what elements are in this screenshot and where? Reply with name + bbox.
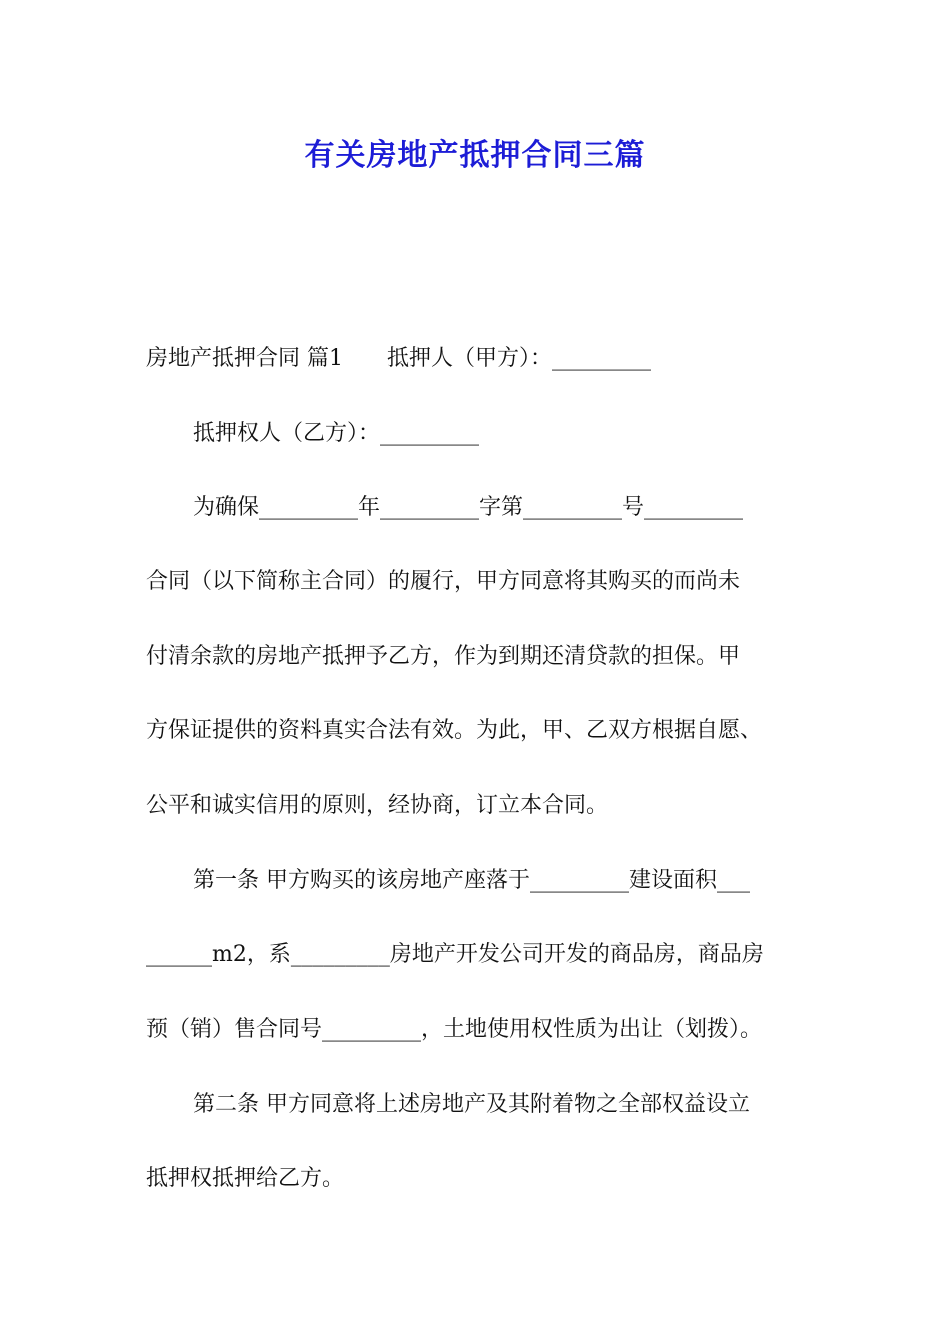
paragraph-line: 预（销）售合同号_________，土地使用权性质为出让（划拨）。	[146, 1017, 763, 1042]
mortgagee-line: 抵押权人（乙方）：_________	[193, 421, 480, 446]
paragraph-line: 公平和诚实信用的原则，经协商，订立本合同。	[146, 793, 609, 818]
paragraph-line: 合同（以下简称主合同）的履行，甲方同意将其购买的而尚未	[146, 569, 741, 594]
article-two-line: 第二条 甲方同意将上述房地产及其附着物之全部权益设立	[193, 1092, 750, 1117]
contract-heading-line: 房地产抵押合同 篇1 抵押人（甲方）：_________	[146, 346, 651, 371]
document-title: 有关房地产抵押合同三篇	[304, 138, 646, 173]
paragraph-line: 付清余款的房地产抵押予乙方，作为到期还清贷款的担保。甲	[146, 644, 741, 669]
paragraph-line: 方保证提供的资料真实合法有效。为此，甲、乙双方根据自愿、	[146, 718, 763, 743]
article-one-line: 第一条 甲方购买的该房地产座落于_________建设面积___	[193, 868, 750, 893]
paragraph-line: 为确保_________年_________字第_________号_________	[193, 495, 744, 520]
paragraph-line: ______m2，系_________房地产开发公司开发的商品房，商品房	[146, 942, 764, 967]
paragraph-line: 抵押权抵押给乙方。	[146, 1166, 345, 1191]
